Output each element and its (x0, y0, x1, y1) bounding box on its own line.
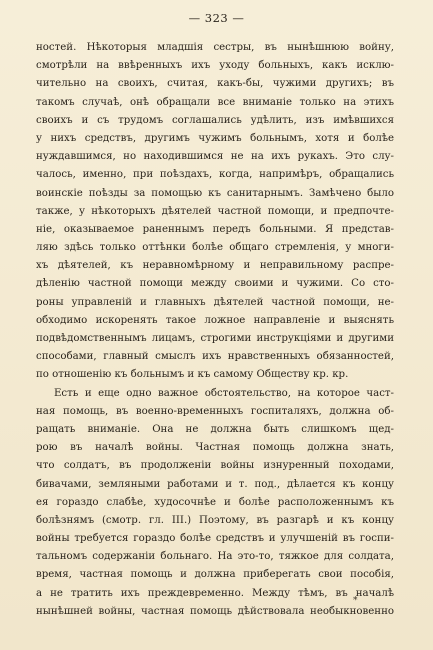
text-line: нынѣшней войны, частная помощь дѣйствовала необыкновенно (36, 605, 394, 617)
text-line: тальномъ содержаніи больнаго. На это-то, тяжкое для солдата, (36, 551, 394, 563)
text-line: смотрѣли на ввѣренныхъ ихъ уходу больныхъ, какъ исклю- (36, 60, 394, 72)
text-line: хъ дѣятелей, къ неравномѣрному и неправильному распре- (36, 260, 394, 272)
text-line: дѣленію частной помощи между своими и чужими. Со сто- (36, 278, 394, 290)
text-line: ея гораздо слабѣе, худосочнѣе и болѣе расположеннымъ къ (36, 496, 394, 508)
text-line: что солдатъ, въ продолженіи войны изнуренный походами, (36, 460, 394, 472)
text-line: у нихъ средствъ, другимъ чужимъ больнымъ, хотя и болѣе (36, 132, 394, 144)
text-line: ращать вниманіе. Она не должна быть слишкомъ щед- (36, 423, 394, 435)
text-line: своихъ и съ трудомъ соглашались удѣлить, изъ имѣвшихся (36, 114, 394, 126)
text-line: ностей. Нѣкоторыя младшія сестры, въ нынѣшнюю войну, (36, 42, 394, 53)
text-line: болѣзнямъ (смотр. гл. III.) Поэтому, въ разгарѣ и къ концу (36, 514, 394, 526)
text-line: Есть и еще одно важное обстоятельство, на которое част- (54, 387, 394, 399)
text-line: также, у нѣкоторыхъ дѣятелей частной помощи, и предпочте- (36, 205, 394, 217)
text-line: рою въ началѣ войны. Частная помощь должна знать, (36, 442, 394, 454)
text-line: подвѣдомственнымъ лицамъ, строгими инструкціями и другими (36, 333, 394, 344)
text-line: чительно на своихъ, считая, какъ-бы, чужими другихъ; въ (36, 78, 394, 90)
text-line: а не тратить ихъ преждевременно. Между тѣмъ, въ началѣ (36, 587, 394, 599)
text-line: нуждавшимся, но находившимся не на ихъ рукахъ. Это слу- (36, 151, 394, 163)
text-line: чалось, именно, при поѣздахъ, когда, напримѣръ, обращались (36, 169, 394, 181)
signature-mark: * (353, 596, 358, 606)
text-line: по отношенію къ больнымъ и къ самому Обществу кр. кр. (36, 369, 349, 381)
text-line: ніе, оказываемое раненнымъ передъ больными. Я представ- (36, 223, 394, 235)
text-line: ная помощь, въ военно-временныхъ госпиталяхъ, должна об- (36, 405, 394, 417)
text-line: роны управленій и главныхъ дѣятелей частной помощи, не- (36, 296, 394, 308)
body-text (36, 39, 394, 621)
text-line: бивачами, земляными работами и т. под., дѣлается къ концу (36, 478, 394, 490)
text-line: такомъ случаѣ, онѣ обращали все вниманіе только на этихъ (36, 96, 394, 108)
text-line: воинскіе поѣзды за помощью къ санитарнымъ. Замѣчено было (36, 187, 394, 199)
page-number: — 323 — (188, 11, 245, 25)
text-line: войны требуется гораздо болѣе средствъ и улучшеній въ госпи- (36, 533, 394, 545)
text-line: способами, главный смыслъ ихъ нравственныхъ обязанностей, (36, 351, 394, 363)
text-line: обходимо искоренять такое ложное направленіе и выяснять (36, 314, 394, 326)
text-line: ляю здѣсь только оттѣнки болѣе общаго стремленія, у многи- (36, 242, 394, 254)
text-line: время, частная помощь и должна приберегать свои пособія, (36, 569, 394, 581)
